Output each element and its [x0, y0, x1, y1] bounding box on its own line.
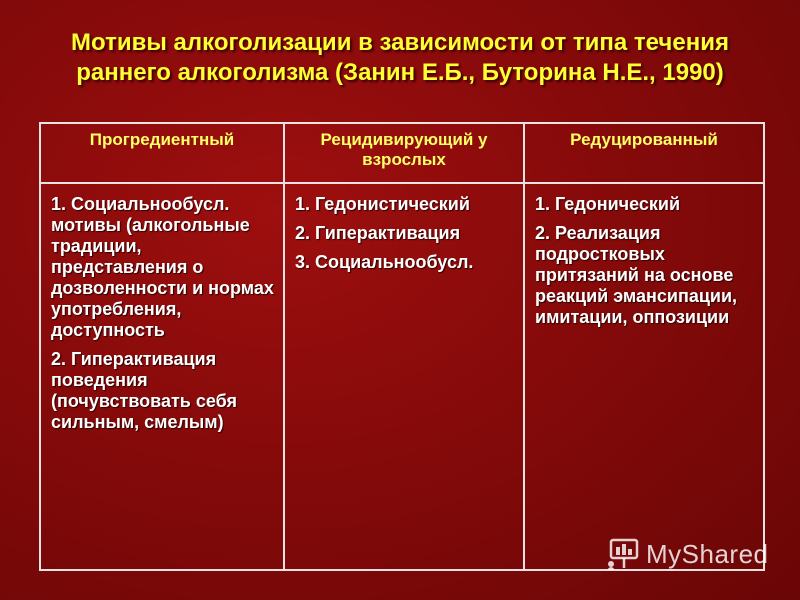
table-header-row: [40, 123, 764, 183]
header-reduced: Редуцированный: [524, 123, 764, 183]
list-item: 1. Социальнообусл. мотивы (алкогольные традиции, представления о дозволенности и нормах употребления, доступность: [51, 194, 274, 340]
slide-title: Мотивы алкоголизации в зависимости от типа течения раннего алкоголизма (Занин Е.Б., Буторина Н.Е., 1990): [71, 29, 729, 86]
cell-progredient: [40, 183, 284, 570]
watermark-text: MyShared: [646, 539, 769, 569]
list-item: 3. Социальнообусл.: [295, 252, 474, 272]
motives-table: [39, 122, 765, 571]
list-item: 2. Гиперактивация: [295, 223, 461, 243]
presentation-board-icon: [606, 538, 640, 570]
list-item: 2. Гиперактивация поведения (почувствовать себя сильным, смелым): [51, 349, 238, 432]
table-body-row: [40, 183, 764, 570]
cell-recurrent-adults: [284, 183, 524, 570]
list-item: 1. Гедонистический: [295, 194, 470, 214]
watermark: [606, 534, 786, 574]
header-progredient: Прогредиентный: [40, 123, 284, 183]
list-item: 1. Гедонический: [535, 194, 681, 214]
header-recurrent-adults: Рецидивирующий у взрослых: [284, 123, 524, 183]
list-item: 2. Реализация подростковых притязаний на основе реакций эмансипации, имитации, оппозиции: [535, 223, 738, 327]
cell-reduced: [524, 183, 764, 570]
